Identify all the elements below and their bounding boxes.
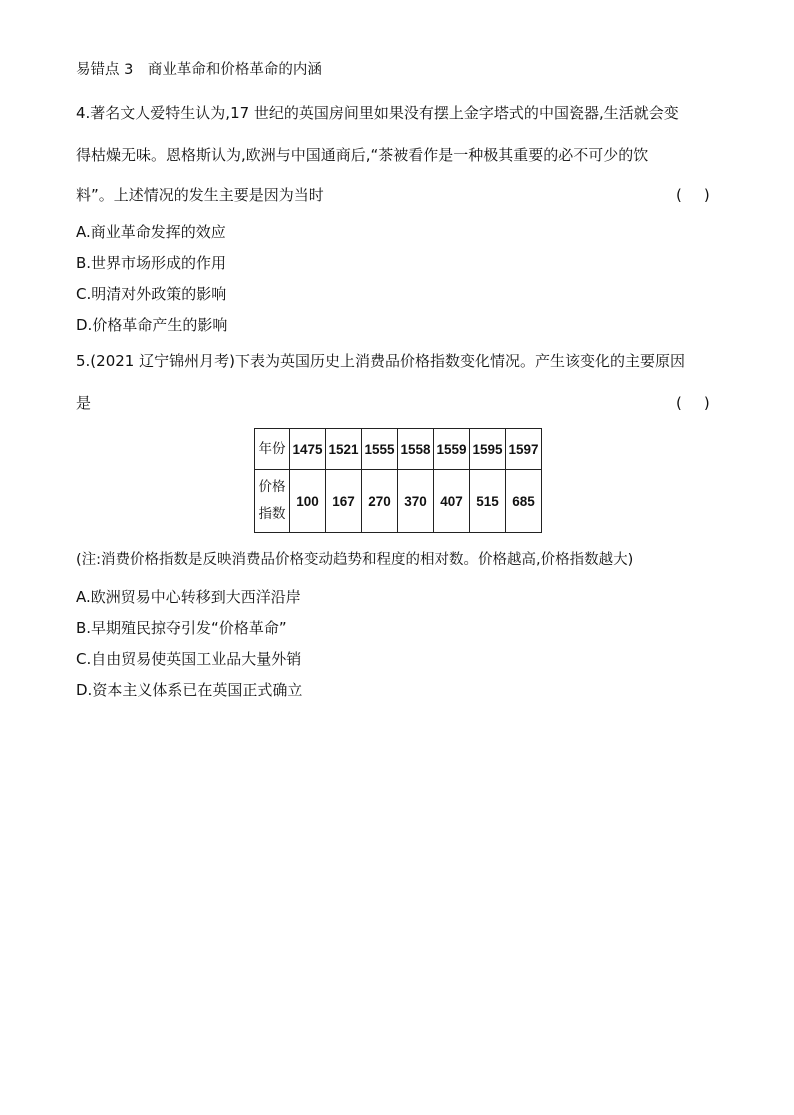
table-header-index bbox=[255, 470, 290, 533]
q5-stem-line-1: 5.(2021 辽宁锦州月考)下表为英国历史上消费品价格指数变化情况。产生该变化的主要原因 bbox=[76, 352, 685, 370]
table-cell-index: 515 bbox=[470, 470, 506, 533]
q4-stem-line-3: 料”。上述情况的发生主要是因为当时 bbox=[76, 186, 324, 204]
q5-answer-blank[interactable] bbox=[676, 393, 710, 413]
q4-stem-line-2: 得枯燥无味。恩格斯认为,欧洲与中国通商后,“茶被看作是一种极其重要的必不可少的饮 bbox=[76, 146, 649, 164]
price-index-table bbox=[254, 428, 542, 533]
table-cell-index: 100 bbox=[290, 470, 326, 533]
table-header-index-line-2: 指数 bbox=[258, 506, 286, 522]
q5-stem-line-2: 是 bbox=[76, 394, 92, 412]
q5-option-c: C.自由贸易使英国工业品大量外销 bbox=[76, 650, 302, 668]
q4-stem-line-1: 4.著名文人爱特生认为,17 世纪的英国房间里如果没有摆上金字塔式的中国瓷器,生活就会变 bbox=[76, 104, 679, 122]
q4-paren-close: ) bbox=[703, 186, 710, 204]
table-header-year: 年份 bbox=[255, 429, 290, 470]
table-cell-index: 167 bbox=[326, 470, 362, 533]
q5-paren-close: ) bbox=[703, 394, 710, 412]
table-cell-year: 1521 bbox=[326, 429, 362, 470]
table-cell-year: 1555 bbox=[362, 429, 398, 470]
table-row-indices bbox=[255, 470, 542, 533]
q5-option-a: A.欧洲贸易中心转移到大西洋沿岸 bbox=[76, 588, 301, 606]
q4-answer-blank[interactable] bbox=[676, 185, 710, 205]
table-cell-year: 1475 bbox=[290, 429, 326, 470]
q5-paren-open: ( bbox=[676, 394, 682, 412]
table-header-index-line-1: 价格 bbox=[258, 479, 286, 495]
table-cell-year: 1597 bbox=[506, 429, 542, 470]
table-cell-index: 685 bbox=[506, 470, 542, 533]
q5-option-b: B.早期殖民掠夺引发“价格革命” bbox=[76, 619, 287, 637]
section-title: 易错点 3 商业革命和价格革命的内涵 bbox=[76, 62, 322, 78]
q4-option-b: B.世界市场形成的作用 bbox=[76, 254, 227, 272]
q4-option-a: A.商业革命发挥的效应 bbox=[76, 223, 226, 241]
table-cell-year: 1558 bbox=[398, 429, 434, 470]
q5-option-d: D.资本主义体系已在英国正式确立 bbox=[76, 681, 303, 699]
table-cell-index: 370 bbox=[398, 470, 434, 533]
table-row-years bbox=[255, 429, 542, 470]
q4-paren-open: ( bbox=[676, 186, 682, 204]
q4-option-d: D.价格革命产生的影响 bbox=[76, 316, 228, 334]
table-cell-year: 1559 bbox=[434, 429, 470, 470]
table-cell-year: 1595 bbox=[470, 429, 506, 470]
q5-table-note: (注:消费价格指数是反映消费品价格变动趋势和程度的相对数。价格越高,价格指数越大) bbox=[76, 552, 634, 568]
q4-option-c: C.明清对外政策的影响 bbox=[76, 285, 227, 303]
table-cell-index: 407 bbox=[434, 470, 470, 533]
table-cell-index: 270 bbox=[362, 470, 398, 533]
